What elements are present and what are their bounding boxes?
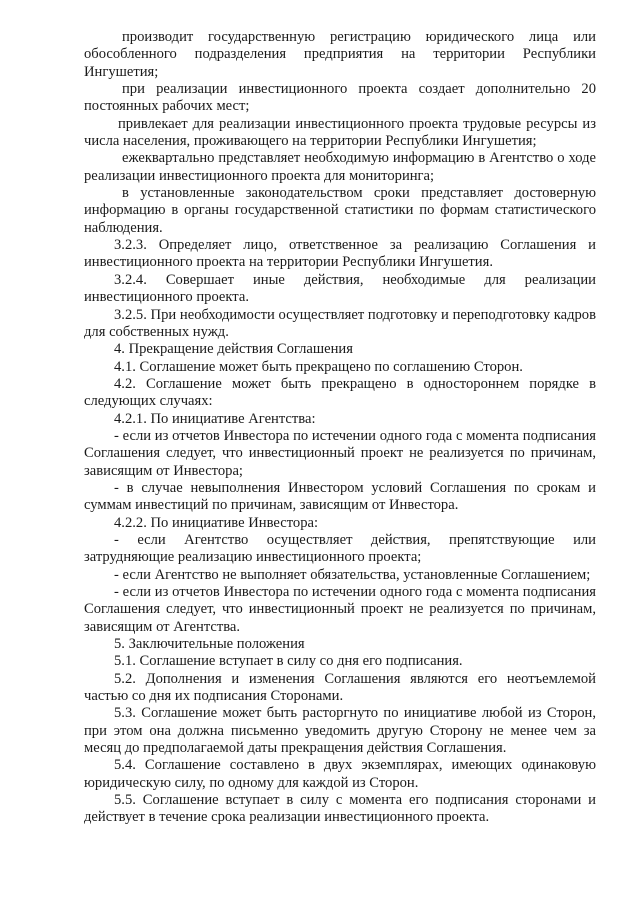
paragraph: 4.1. Соглашение может быть прекращено по соглашению Сторон. <box>114 358 523 375</box>
paragraph: привлекает для реализации инвестиционного проекта трудовые ресурсы из числа населения, проживающего на территории Республики Ингушетия; <box>84 115 596 150</box>
paragraph: - если из отчетов Инвестора по истечении одного года с момента подписания Соглашения следует, что инвестиционный проект не реализуется по причинам, зависящим от Инвестора; <box>84 427 596 479</box>
paragraph: - если Агентство осуществляет действия, препятствующие или затрудняющие реализацию инвестиционного проекта; <box>84 531 596 566</box>
paragraph: - если Агентство не выполняет обязательства, установленные Соглашением; <box>114 566 591 583</box>
section-heading: 4. Прекращение действия Соглашения <box>114 341 353 358</box>
paragraph: 3.2.5. При необходимости осуществляет подготовку и переподготовку кадров для собственных нужд. <box>84 306 596 340</box>
paragraph: 4.2.1. По инициативе Агентства: <box>114 410 316 427</box>
paragraph: - если из отчетов Инвестора по истечении одного года с момента подписания Соглашения следует, что инвестиционный проект не реализуется по причинам, зависящим от Агентства. <box>84 584 596 635</box>
paragraph: 5.2. Дополнения и изменения Соглашения являются его неотъемлемой частью со дня их подписания Сторонами. <box>84 670 596 705</box>
paragraph: 4.2.2. По инициативе Инвестора: <box>114 514 319 531</box>
paragraph: 5.1. Соглашение вступает в силу со дня его подписания. <box>114 653 463 670</box>
paragraph: 3.2.3. Определяет лицо, ответственное за реализацию Соглашения и инвестиционного проекта на территории Республики Ингушетия. <box>84 237 596 271</box>
paragraph: 3.2.4. Совершает иные действия, необходимые для реализации инвестиционного проекта. <box>84 271 596 306</box>
paragraph: при реализации инвестиционного проекта создает дополнительно 20 постоянных рабочих мест; <box>84 81 596 115</box>
document-page <box>84 29 596 827</box>
paragraph: в установленные законодательством сроки представляет достоверную информацию в органы государственной статистики по формам статистического наблюдения. <box>84 185 596 236</box>
paragraph: - в случае невыполнения Инвестором условий Соглашения по срокам и суммам инвестиций по причинам, зависящим от Инвестора. <box>84 479 596 514</box>
paragraph: 4.2. Соглашение может быть прекращено в одностороннем порядке в следующих случаях: <box>84 375 596 410</box>
paragraph: производит государственную регистрацию юридического лица или обособленного подразделения предприятия на территории Республики Ингушетия; <box>84 29 596 80</box>
section-heading: 5. Заключительные положения <box>114 636 305 653</box>
paragraph: 5.3. Соглашение может быть расторгнуто по инициативе любой из Сторон, при этом она должна письменно уведомить другую Сторону не менее чем за месяц до предполагаемой даты прекращения действия Соглашения. <box>84 705 596 757</box>
paragraph: 5.4. Соглашение составлено в двух экземплярах, имеющих одинаковую юридическую силу, по одному для каждой из Сторон. <box>84 757 596 791</box>
paragraph: ежеквартально представляет необходимую информацию в Агентство о ходе реализации инвестиционного проекта для мониторинга; <box>84 150 596 184</box>
paragraph: 5.5. Соглашение вступает в силу с момента его подписания сторонами и действует в течение срока реализации инвестиционного проекта. <box>84 792 596 826</box>
